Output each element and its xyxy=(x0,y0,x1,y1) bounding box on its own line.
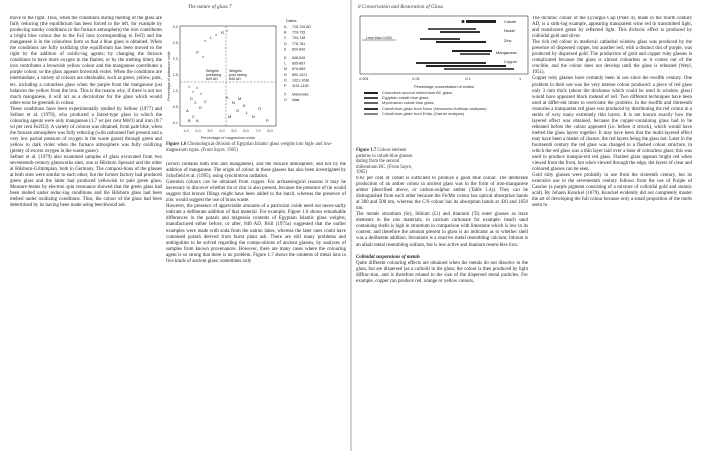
legend-entry: Egyptian cobalt blue glass xyxy=(364,95,532,100)
y-tick-label: 1.5 xyxy=(172,73,178,77)
point-marker: × xyxy=(192,89,195,94)
legend-swatch xyxy=(364,102,378,104)
y-tick-label: 1.0 xyxy=(172,89,178,93)
x-axis-label: Percentage of magnesium oxide xyxy=(200,136,256,140)
legend-swatch xyxy=(364,92,378,94)
legend-entry: Cobalt blue glass from Eridu (Garner analysis) xyxy=(364,111,532,116)
x-tick-label: 5.0 xyxy=(231,129,237,133)
legend-symbol: L xyxy=(284,61,286,66)
bar-label-copper: Copper xyxy=(504,59,518,64)
legend-entry: 734-748 xyxy=(292,36,306,41)
paragraph: These conditions have been experimentally studied by Sellner (1977) and Sellner et al. (1979), who produced a forest-type glass in which the colouring agents were only manganese (1.7 wt per cent MnO) and iron (0.7 wt per cent Fe2O3). A variety of colours was obtained, from pale blue, when the furnace atmosphere was fully reducing (with unburned fuel present and a very low partial pressure of oxygen in the waste gases) through green and yellow to dark violet when the furnace atmosphere was fully oxidizing (plenty of excess oxygen in the waste gases). xyxy=(10,106,162,155)
y-axis-label: Percentage of potassium oxide xyxy=(167,51,171,101)
legend-symbol: B xyxy=(284,30,287,35)
point-marker: × xyxy=(202,54,205,59)
point-marker: D xyxy=(199,105,202,110)
y-tick-label: 0.1 xyxy=(172,121,178,125)
point-marker: A xyxy=(196,118,199,123)
x-tick-label: 2.0 xyxy=(195,129,201,133)
point-marker: D xyxy=(190,96,193,101)
paragraph: Quite different colouring effects are obtained when the metals do not dissolve in the glass, but are dispersed (as a colloid) in the glass; the colour is then produced by light diffrac-tion, and is therefore related to the size of the dispersed metal particles. For example, copper can produce red, orange or yellow colours, xyxy=(356,260,528,284)
paragraph: The metals strontium (Sr), lithium (Li) and titanium (Ti) enter glasses as trace elements in the raw materials, in calcium carbonate for example: beach sand containing shells is high in strontium in comparison with limestone which is low in its content, and therefore the amount present in glass is an indicator as to whether shell was a deliberate addition. Strontium is a reactive metal resembling calcium; lithium is an alkali metal resembling sodium, but is less active and titanium resem-bles iron. xyxy=(356,212,528,248)
point-marker: N xyxy=(252,114,255,119)
section-heading: Colloidal suspensions of metals xyxy=(356,254,421,260)
right-page-column-1 xyxy=(356,176,528,448)
legend-entry: Nasr xyxy=(292,98,300,103)
x-axis-label-fig17: Percentage concentration of oxides xyxy=(414,85,474,89)
legend-entry: 855-867 xyxy=(292,61,306,66)
x-tick-label: 6.0 xyxy=(243,129,249,133)
legend-entry: 870-889 xyxy=(292,67,306,72)
point-marker: L xyxy=(246,110,249,115)
legend-symbol: C xyxy=(284,36,287,41)
point-marker: B xyxy=(188,118,191,123)
point-marker: × xyxy=(215,32,218,37)
point-marker: K xyxy=(243,103,246,108)
point-marker: A xyxy=(186,108,189,113)
paragraph: move to the right. Thus, when the conditions during melting of the glass are fully reducing (the equilibrium has been forced to the left, for example by producing smoky conditions in the furnace atmosphere) the iron contributes a bright blue colour due to the Fe2 ions (corresponding to FeO) and the manganese is in the colourless form so that a blue glass is obtained. When the conditions are fully oxidizing (the equilibrium has been moved to the right by the addition of oxidiz-ing agents; by changing the furnace conditions to have more oxygen in the flames; or by the melting time), the iron contributes a brownish yellow colour and the manganese contributes a purple colour, so the glass appears brownish violet. When the conditions are intermediate, a variety of colours are obtainable, such as green, yellow, pink, etc. including a colourless glass when the purple from the manganese just balances the yellow from the iron. This is the reason why, if there is not too much manganese, it will act as a decolorizer for the glass which would other-wise be greenish in colour. xyxy=(10,16,162,106)
point-marker: M xyxy=(228,114,232,119)
legend-symbol: O xyxy=(284,78,287,83)
legend-entry: Colourless second millennium BC glass xyxy=(364,90,532,95)
paragraph: However, the presence of appreciable amounts of a particular oxide need not neces-sarily indicate a deliberate addition of that material. For example, Figure 1.6 shows remarkable differences in the potash and magnesia contents of Egyptian Islamic glass weights, manufactured either before, or after, 840 AD. Brill (1971a) suggested that the earlier examples were made with soda from the natron lakes, whereas the later ones could have contained potash derived from burnt plant ash. There are still many problems and ambiguities to be solved regarding the compo-sitions of ancient glasses, by analyses of samples from known provenances. However, there are many cases where the colouring agent is so strong that there is no problem. Figure 1.7 shows the contents of metal ions in five kinds of ancient glass; sometimes only xyxy=(166,204,346,264)
figure-1-7 xyxy=(356,14,532,136)
paragraph: Greenish colours can be obtained from copper. For archaeological reasons it may be necessary to discover whether tin or zinc is also present, because the presence of tin would suggest that bronze filings might have been added to the batch, whereas the presence of zinc would suggest the use of brass waste. xyxy=(166,180,346,204)
point-marker: C xyxy=(192,114,195,119)
x-tick-label: 0.1 xyxy=(465,77,471,81)
legend-entry: Mameluke xyxy=(292,92,309,97)
paragraph: (which contains both iron and manganese), and the furnace atmosphere, and not by the addition of manganese. The origin of colour in these glasses has also been investigated by Schofield et al. (1995), using synchrotron radiation. xyxy=(166,162,346,180)
legend-symbol: E xyxy=(284,47,287,52)
legend-swatch xyxy=(364,113,378,115)
figure-1-6 xyxy=(166,14,348,160)
paragraph: The rich red colour in medieval cathedral window glass was produced by the presence of dispersed copper, but another red, with a distinct tint of purple, was produced by dispersed gold. The production of gold and copper ruby glasses is complicated because the glass is almost colourless as it comes out of the crucible, and the colour does not develop until the glass is reheated (Weyl, 1951). xyxy=(532,40,692,76)
point-marker: M xyxy=(238,96,242,101)
x-tick-label: 7.0 xyxy=(255,129,261,133)
point-marker: × xyxy=(188,84,191,89)
bar-label-nickel: Nickel xyxy=(504,28,515,33)
x-tick-label: 3.0 xyxy=(207,129,213,133)
legend-entry: 890-1021 xyxy=(292,72,308,77)
paragraph: 0.02 per cent of cobalt is sufficient to produce a good blue colour. The deliberate production of an amber colour in ancient glass was in the form of iron-manganese amber (described above, or carbon-sulphur amber (Table 1.4)). They can be distinguished from each other because the Fe/Mn colour has optical absorption bands at 380 and 500 nm, whereas the C/S colour has its absorption bands at 430 and 1050 nm. xyxy=(356,176,528,212)
legend-symbol: K xyxy=(284,56,287,60)
legend-symbol: A xyxy=(284,25,287,29)
paragraph: Gold ruby glasses were probably in use from the sixteenth century, but its extensive use in the seventeenth century follows from the use of Purple of Cassius (a purple pigment consisting of a mixture of colloidal gold and stannic acid). By Johann Kunckel (1679). Kunckel evidently did not completely master the art of developing the full colour because only a small proportion of the melts seem to xyxy=(532,173,692,209)
bar-label-cobalt: Cobalt xyxy=(504,19,516,24)
bar-label-zinc: Zinc xyxy=(504,38,512,43)
legend-title: Dates xyxy=(286,18,297,23)
point-marker: K xyxy=(226,95,229,100)
bar-label-manganese: Manganese xyxy=(496,50,517,55)
legend-symbol: X xyxy=(284,92,287,97)
y-tick-label: 0.5 xyxy=(172,105,178,109)
point-marker: N xyxy=(232,100,235,105)
point-marker: C xyxy=(204,99,207,104)
point-marker: L xyxy=(210,35,213,40)
right-page-column-2 xyxy=(532,16,692,448)
left-page-column-2 xyxy=(166,162,346,448)
scatter-plot-figure-1-6 xyxy=(166,14,348,160)
point-marker: P xyxy=(196,50,199,55)
legend-symbol: M xyxy=(284,67,287,72)
left-page xyxy=(0,0,350,451)
legend-entry: 848-849 xyxy=(292,56,306,60)
x-tick-label: 1 xyxy=(518,77,522,81)
legend-entry: Mycenaean cobalt blue glass xyxy=(364,100,532,105)
point-marker: × xyxy=(204,38,207,43)
y-tick-label: 2.5 xyxy=(172,41,178,45)
legend-symbol: N xyxy=(284,72,287,77)
x-tick-label: 0.01 xyxy=(412,77,420,81)
figure-1-7-legend xyxy=(364,90,532,116)
x-tick-label: 0.001 xyxy=(359,77,369,81)
legend-symbol: P xyxy=(284,84,287,88)
point-marker: × xyxy=(200,91,203,96)
legend-entry: Cobalt blue glass from Nuzu (Neumann-Hoffman analyses) xyxy=(364,106,532,111)
legend-symbol: O xyxy=(284,98,287,103)
legend-entry: 718-726 AD xyxy=(292,25,311,29)
figure-1-6-caption: Figure 1.6 Chronological division of Egyptian Islamic glass weights into high- and low-magnesium types. (From Sayre, 1965) xyxy=(166,142,333,153)
legend-entry: 778-781 xyxy=(292,41,306,46)
point-marker: O xyxy=(236,108,240,113)
bar-label-less-than: Less than 0.003 xyxy=(366,36,392,40)
paragraph: The dichroic colour of the Lycurgus Cup (Plate 4), made in the fourth century AD, is a strik-ing example, appearing transparent wine red in transmitted light, and translucent green by reflected light. This dichroic effect is produced by colloidal gold and silver. xyxy=(532,16,692,40)
figure-1-7-caption: Figure 1.7 Colour element patterns in cobalt-blue glasses dating from the second millennium BC. (From Sayre, 1965) xyxy=(356,148,413,176)
paragraph: Sellner et al. (1979) also examined samples of glass excavated from two seventeenth-century glassworks sites, one at Hilsborn Spessart and the other at Hilsborn-Grimmplan, both in Germany. The composi-tions of the glasses at both sites were similar to each other, but the former factory had produced green glass and the latter had produced yellowish to pale green glass. Measure-ments by electron spin resonance showed that the green glass had been melted under reduc-ing conditions and the Hilsborn glass had been melted under oxidizing conditions. Thus, the colour of the glass had been determined by its having been made using beechwood ash xyxy=(10,155,162,209)
y-tick-label: 2.0 xyxy=(172,57,178,61)
legend-entry: 1021-1036 xyxy=(292,78,310,83)
y-tick-label: 3.0 xyxy=(172,25,178,29)
left-page-header: The nature of glass 7 xyxy=(188,4,232,10)
bar-plot-figure-1-7 xyxy=(356,14,532,98)
x-tick-label: 4.0 xyxy=(219,129,225,133)
legend-entry: 820-842 xyxy=(292,47,306,52)
legend-swatch xyxy=(364,97,378,99)
point-marker: × xyxy=(196,85,199,90)
left-region-label: Weights predating 840 AD xyxy=(206,69,221,81)
legend-entry: 729-735 xyxy=(292,30,306,35)
right-region-label: Weights post dating 840 AD xyxy=(229,69,247,81)
paragraph: Copper ruby glasses have certainly been in use since the twelfth century. One problem in their use was the very intense colour produced: a piece of red glass only 3 mm thick (about the thickness which could be used in window glass) would have appeared black instead of red. Two different techniques have been used at differ-ent times to overcome the problem. In the twelfth and thirteenth centuries a transparent red glass was produced by distributing the red colour in a series of very many extremely thin layers. It is not known exactly how the layered effect was obtained, because the copper-containing glass had to be reheated before the colour appeared (i.e. before it struck), which would have melted the glass layers together. It may have been that the multi-layered effect may have been a matter of chance, the red layers being the glass hot. Later in the fourteenth century the red glass was changed to a flashed colour structure, in which the red glass was a thin layer laid over a base of colourless glass; this was used to produce transpar-ent red glass. Flashed glass appears bright red when viewed from the front, but when viewed through the edge, the layers of clear and coloured glasses can be seen. xyxy=(532,76,692,173)
legend-symbol: D xyxy=(284,41,287,46)
x-tick-label: 8.0 xyxy=(267,129,273,133)
right-page xyxy=(352,0,702,451)
left-page-column-1 xyxy=(10,16,162,448)
scatter-points xyxy=(186,28,269,123)
right-page-header: 8 Conservation and Restoration of Glass xyxy=(358,4,443,10)
point-marker: P xyxy=(266,118,269,123)
legend-swatch xyxy=(364,108,378,110)
legend-entry: 1101-1150 xyxy=(292,84,309,88)
x-tick-label: 1.0 xyxy=(183,129,189,133)
point-marker: O xyxy=(258,106,262,111)
point-marker: R xyxy=(221,30,224,35)
point-marker: C xyxy=(194,100,197,105)
point-marker: × xyxy=(226,28,229,33)
